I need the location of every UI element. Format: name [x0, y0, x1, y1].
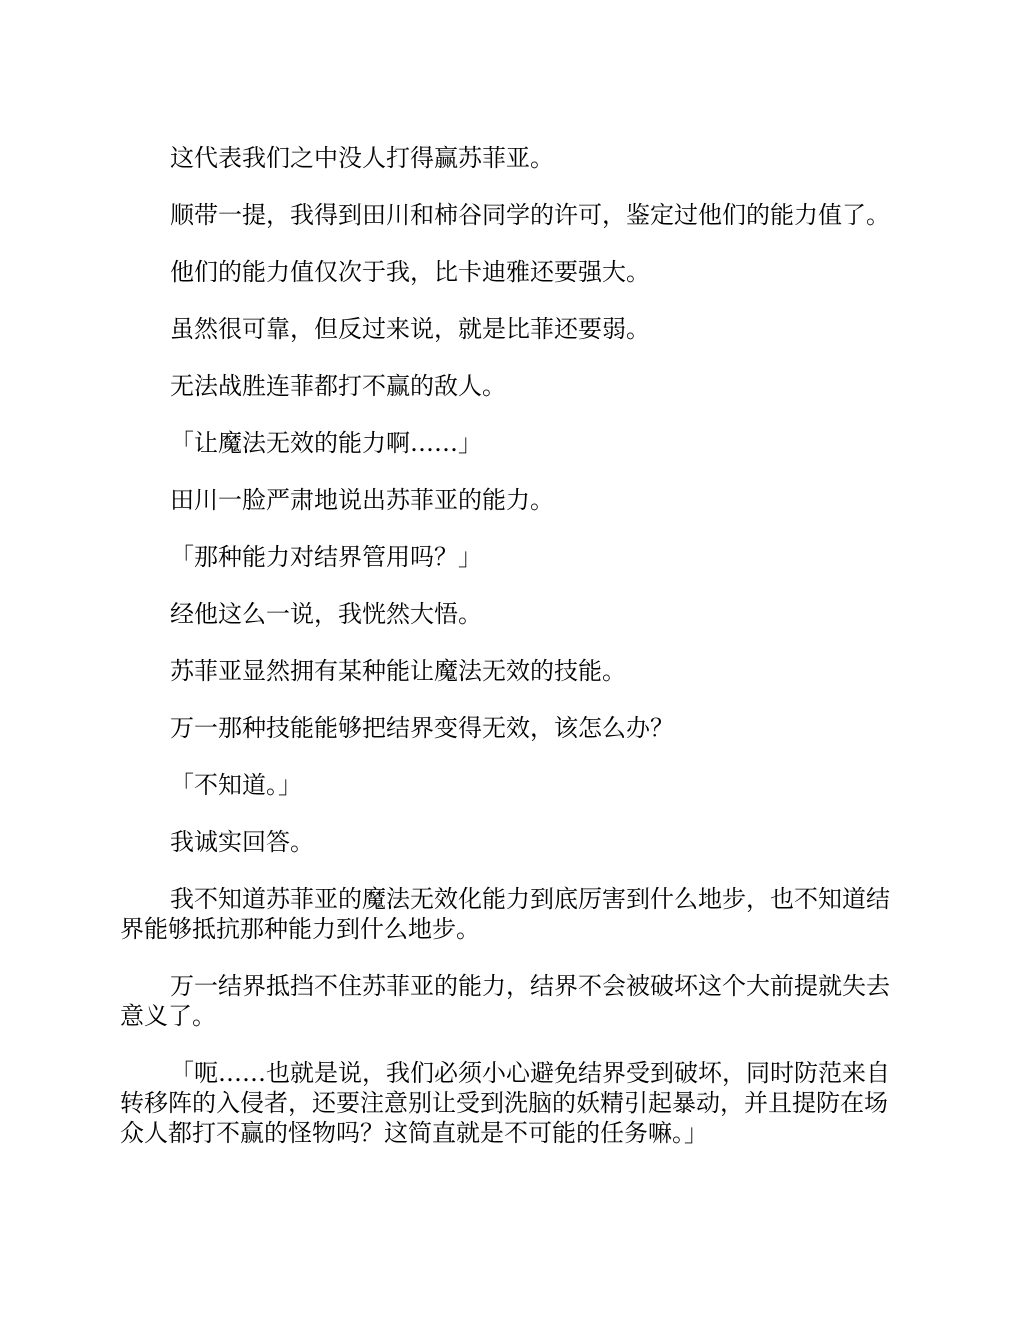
paragraph: 万一结界抵挡不住苏菲亚的能力，结界不会被破坏这个大前提就失去意义了。	[120, 972, 890, 1030]
paragraph: 经他这么一说，我恍然大悟。	[170, 600, 482, 628]
paragraph: 无法战胜连菲都打不赢的敌人。	[170, 372, 506, 400]
paragraph: 「不知道。」	[170, 771, 302, 799]
document-page	[120, 143, 900, 1175]
paragraph: 「呃……也就是说，我们必须小心避免结界受到破坏，同时防范来自转移阵的入侵者，还要注意别让受到洗脑的妖精引起暴动，并且提防在场众人都打不赢的怪物吗？这简直就是不可能的任务嘛。」	[120, 1059, 890, 1147]
paragraph: 他们的能力值仅次于我，比卡迪雅还要强大。	[170, 258, 650, 286]
paragraph: 苏菲亚显然拥有某种能让魔法无效的技能。	[170, 657, 626, 685]
paragraph: 田川一脸严肃地说出苏菲亚的能力。	[170, 486, 554, 514]
paragraph: 顺带一提，我得到田川和柿谷同学的许可，鉴定过他们的能力值了。	[170, 201, 890, 229]
paragraph: 万一那种技能能够把结界变得无效，该怎么办？	[170, 714, 674, 742]
paragraph: 我不知道苏菲亚的魔法无效化能力到底厉害到什么地步，也不知道结界能够抵抗那种能力到什么地步。	[120, 885, 890, 943]
paragraph: 这代表我们之中没人打得赢苏菲亚。	[170, 144, 554, 172]
paragraph: 我诚实回答。	[170, 828, 314, 856]
paragraph: 「那种能力对结界管用吗？」	[170, 543, 482, 571]
paragraph: 虽然很可靠，但反过来说，就是比菲还要弱。	[170, 315, 650, 343]
paragraph: 「让魔法无效的能力啊……」	[170, 429, 482, 457]
